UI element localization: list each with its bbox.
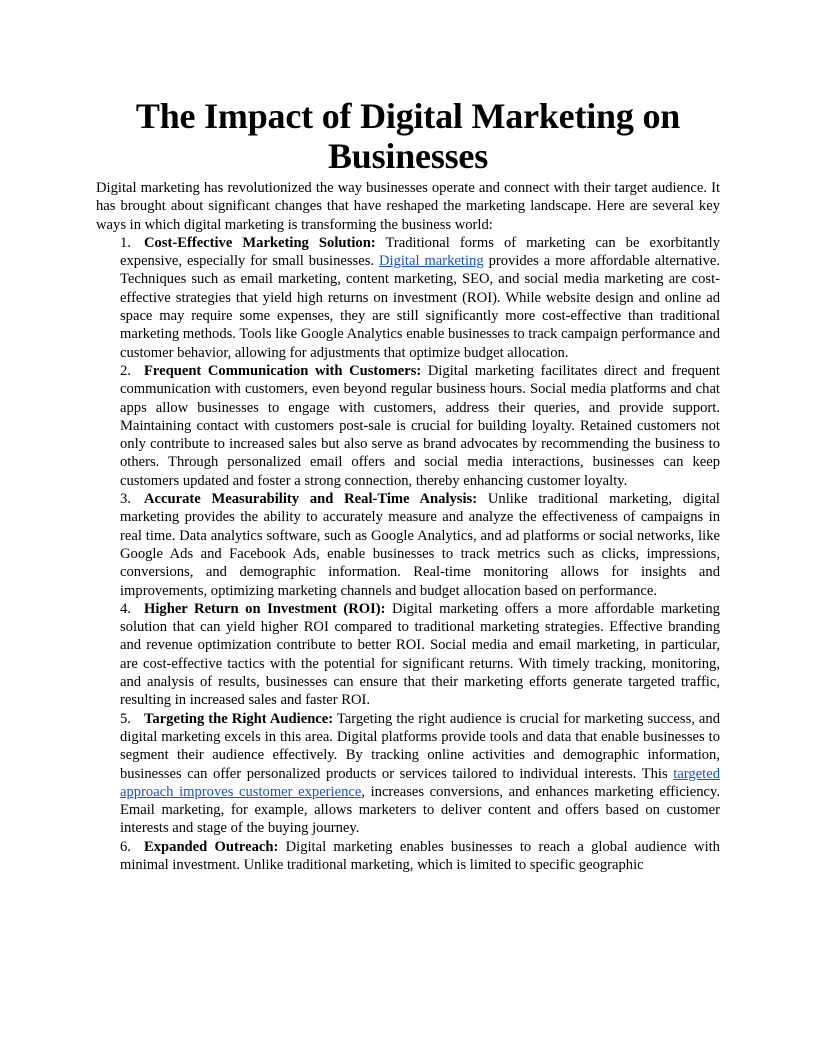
item-text: Traditional forms of marketing can be exorbitantly expensive, especially for small businesses.	[120, 234, 721, 270]
list-item-frequent-communication	[120, 362, 720, 490]
item-number: 4.	[120, 600, 131, 617]
item-text: Digital marketing enables businesses to reach a global audience with minimal investment. Unlike traditional marketing, which is limited to specific geographic	[120, 838, 720, 873]
item-text: , increases conversions, and enhances marketing efficiency. Email marketing, for example, allows marketers to deliver content and offers based on customer interests and stage of the buying journey.	[120, 783, 720, 837]
intro-paragraph: Digital marketing has revolutionized the way businesses operate and connect with their target audience. It has brought about significant changes that have reshaped the marketing landscape. Here are several key ways in which digital marketing is transforming the business world:	[96, 180, 720, 233]
item-text: Targeting the right audience is crucial for marketing success, and digital marketing excels in this area. Digital platforms provide tools and data that enable businesses to segment their audience effectively. By tracking online activities and demographic information, businesses can offer personalized products or services tailored to individual interests. This	[120, 710, 720, 782]
list-item-measurability	[120, 490, 720, 600]
page-title: The Impact of Digital Marketing on Businesses	[135, 96, 681, 176]
document-page	[96, 96, 720, 874]
item-number: 6.	[120, 838, 131, 855]
item-text: Unlike traditional marketing, digital marketing provides the ability to accurately measure and analyze the effectiveness of campaigns in real time. Data analytics software, such as Google Analytics, and ad platforms or social networks, like Google Ads and Facebook Ads, enable businesses to track metrics such as clicks, impressions, conversions, and demographic information. Real-time monitoring allows for insights and improvements, optimizing marketing channels and budget allocation based on performance.	[120, 491, 720, 599]
item-heading: Higher Return on Investment (ROI):	[144, 600, 386, 617]
item-number: 5.	[120, 710, 131, 727]
item-number: 3.	[120, 491, 131, 508]
list-item-expanded-outreach	[120, 838, 720, 875]
item-number: 2.	[120, 362, 131, 379]
item-heading: Targeting the Right Audience:	[144, 710, 334, 727]
list-item-targeting	[120, 710, 720, 838]
item-text: Digital marketing facilitates direct and frequent communication with customers, even beyond regular business hours. Social media platforms and chat apps allow businesses to engage with customers, address their queries, and provide support. Maintaining contact with customers post-sale is crucial for building loyalty. Retained customers not only contribute to increased sales but also serve as brand advocates by recommending the business to others. Through personalized email offers and social media interactions, businesses can keep customers updated and foster a strong connection, thereby enhancing customer loyalty.	[120, 362, 720, 489]
digital-marketing-link[interactable]: Digital marketing	[378, 253, 484, 270]
item-number: 1.	[120, 234, 131, 251]
item-heading: Expanded Outreach:	[144, 838, 279, 855]
targeted-approach-link[interactable]: targeted approach improves customer experience	[120, 765, 720, 800]
item-heading: Frequent Communication with Customers:	[144, 362, 422, 379]
list-item-cost-effective	[120, 234, 720, 362]
item-text: Digital marketing offers a more affordable marketing solution that can yield higher ROI compared to traditional marketing strategies. Effective branding and revenue optimization contribute to better ROI. Social media and email marketing, in particular, are cost-effective tactics with the potential for significant returns. With timely tracking, monitoring, and analysis of results, businesses can ensure that their marketing efforts generate targeted traffic, resulting in increased sales and faster ROI.	[120, 600, 720, 709]
item-heading: Cost-Effective Marketing Solution:	[144, 234, 376, 251]
key-ways-list	[96, 234, 720, 874]
list-item-higher-roi	[120, 600, 720, 710]
item-heading: Accurate Measurability and Real-Time Analysis:	[144, 491, 478, 508]
item-text: provides a more affordable alternative. Techniques such as email marketing, content marketing, SEO, and social media marketing are cost-effective strategies that yield high returns on investment (ROI). While website design and online ad space may require some expenses, they are still significantly more cost-effective than traditional marketing methods. Tools like Google Analytics enable businesses to track campaign performance and customer behavior, allowing for adjustments that optimize budget allocation.	[120, 253, 720, 361]
